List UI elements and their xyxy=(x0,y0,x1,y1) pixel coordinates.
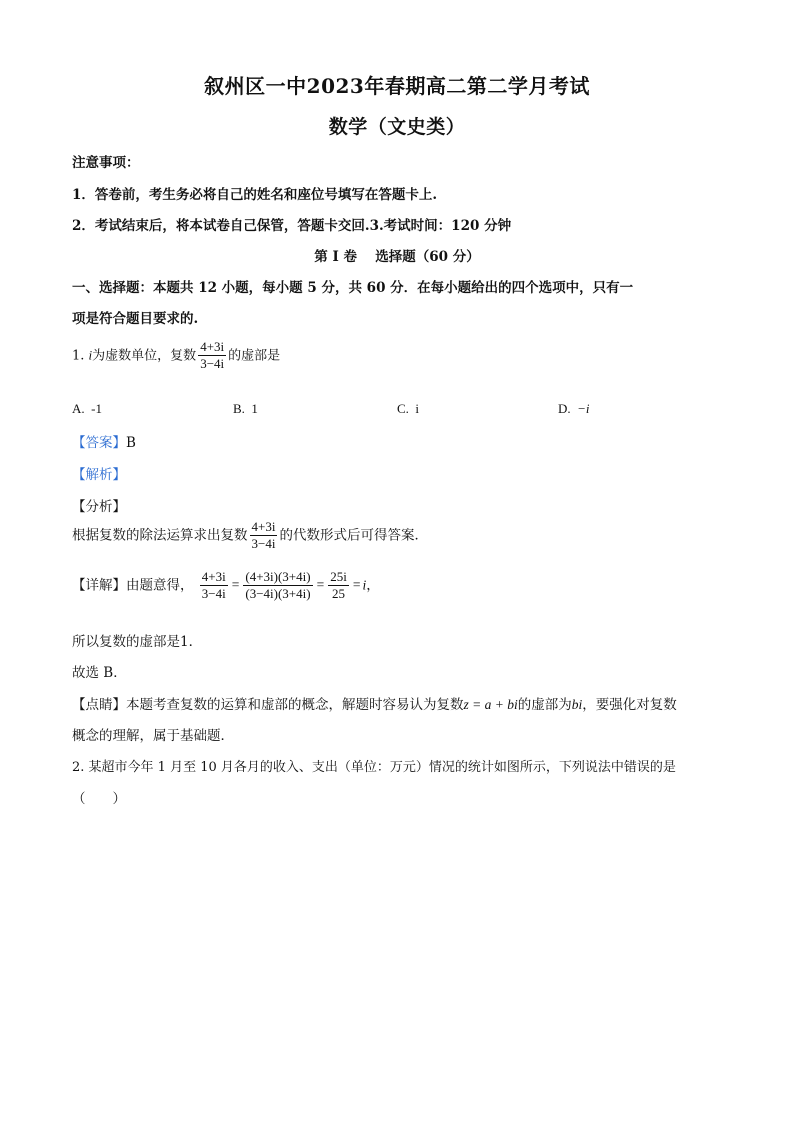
fenxi-label: 【分析】 xyxy=(72,499,126,515)
fraction-denominator: 25 xyxy=(332,586,346,602)
answer-value: B xyxy=(126,435,136,451)
fraction-numerator: 25i xyxy=(328,570,349,586)
question-number: 1. xyxy=(72,348,85,364)
option-label: C. xyxy=(397,401,409,416)
notes-item-1: 1．答卷前，考生务必将自己的姓名和座位号填写在答题卡上. xyxy=(72,187,438,203)
fraction-numerator: 4+3i xyxy=(198,340,226,356)
detail-text: 由题意得， xyxy=(126,577,194,594)
option-label: A. xyxy=(72,401,85,416)
conclusion-line: 所以复数的虚部是1． xyxy=(72,634,203,650)
comment-text-c: ，要强化对复数 xyxy=(582,697,677,713)
comment-line-1 xyxy=(72,693,677,713)
page-title: 叙州区一中2023年春期高二第二学月考试 xyxy=(204,74,590,98)
question-1-text-b: 的虚部是 xyxy=(228,348,281,364)
comment-bi: bi xyxy=(571,697,583,712)
eq-comma: ， xyxy=(366,577,380,594)
eq-fraction-3 xyxy=(328,570,349,602)
option-a xyxy=(72,401,102,417)
option-value: -1 xyxy=(91,401,102,416)
fenxi-text xyxy=(72,520,428,552)
fraction-denominator: 3−4i xyxy=(201,586,226,602)
section-instruction-line1: 一、选择题：本题共 12 小题，每小题 5 分，共 60 分．在每小题给出的四个选项中，只有一 xyxy=(72,280,634,296)
equals-sign: = xyxy=(316,577,325,593)
eq-fraction-2 xyxy=(243,570,312,602)
option-d xyxy=(558,401,590,417)
fenxi-text-a: 根据复数的除法运算求出复数 xyxy=(72,527,248,544)
notes-item-2: 2．考试结束后，将本试卷自己保管，答题卡交回.3.考试时间：120 分钟 xyxy=(72,218,512,234)
comment-line-2: 概念的理解，属于基础题． xyxy=(72,728,234,744)
notes-heading: 注意事项： xyxy=(72,155,140,171)
comment-formula: z = a + bi xyxy=(463,697,518,712)
fraction-numerator: 4+3i xyxy=(250,520,278,536)
section-instruction-line2: 项是符合题目要求的. xyxy=(72,311,199,327)
section-title: 第 I 卷 选择题（60 分） xyxy=(314,249,480,265)
detail-label: 【详解】 xyxy=(72,577,126,594)
comment-text-a: 本题考查复数的运算和虚部的概念，解题时容易认为复数 xyxy=(126,697,464,713)
imaginary-unit: i xyxy=(88,347,93,363)
fraction-denominator: 3−4i xyxy=(251,536,276,552)
option-label: B. xyxy=(233,401,245,416)
page-subtitle: 数学（文史类） xyxy=(328,116,466,138)
option-value: i xyxy=(415,401,420,416)
eq-fraction-1 xyxy=(200,570,228,602)
comment-text-b: 的虚部为 xyxy=(517,697,572,713)
option-b xyxy=(233,401,258,417)
eq-result: i xyxy=(362,577,367,593)
analysis-label: 【解析】 xyxy=(72,467,126,483)
option-value: 1 xyxy=(251,401,258,416)
option-label: D. xyxy=(558,401,571,416)
question-1-stem xyxy=(72,340,280,372)
fraction-denominator: (3−4i)(3+4i) xyxy=(245,586,311,602)
question-2-line1: 2. 某超市今年 1 月至 10 月各月的收入、支出（单位：万元）情况的统计如图所示，下列说法中错误的是 xyxy=(72,760,676,775)
comment-label: 【点睛】 xyxy=(72,697,126,713)
fraction-numerator: 4+3i xyxy=(200,570,228,586)
complex-fraction xyxy=(198,340,226,372)
question-2-line2: （ ） xyxy=(72,791,126,807)
equals-sign: = xyxy=(231,577,240,593)
answer-label: 【答案】 xyxy=(72,435,126,451)
fenxi-text-b: 的代数形式后可得答案． xyxy=(279,527,428,544)
question-1-text-a: 为虚数单位，复数 xyxy=(92,348,197,364)
answer-line xyxy=(72,431,136,451)
detail-line xyxy=(72,570,380,602)
option-value: −i xyxy=(577,401,590,416)
equals-sign: = xyxy=(352,577,361,593)
choose-line: 故选 B． xyxy=(72,665,127,681)
fraction-denominator: 3−4i xyxy=(200,356,225,372)
complex-fraction xyxy=(250,520,278,552)
fraction-numerator: (4+3i)(3+4i) xyxy=(243,570,312,586)
option-c xyxy=(397,401,419,417)
